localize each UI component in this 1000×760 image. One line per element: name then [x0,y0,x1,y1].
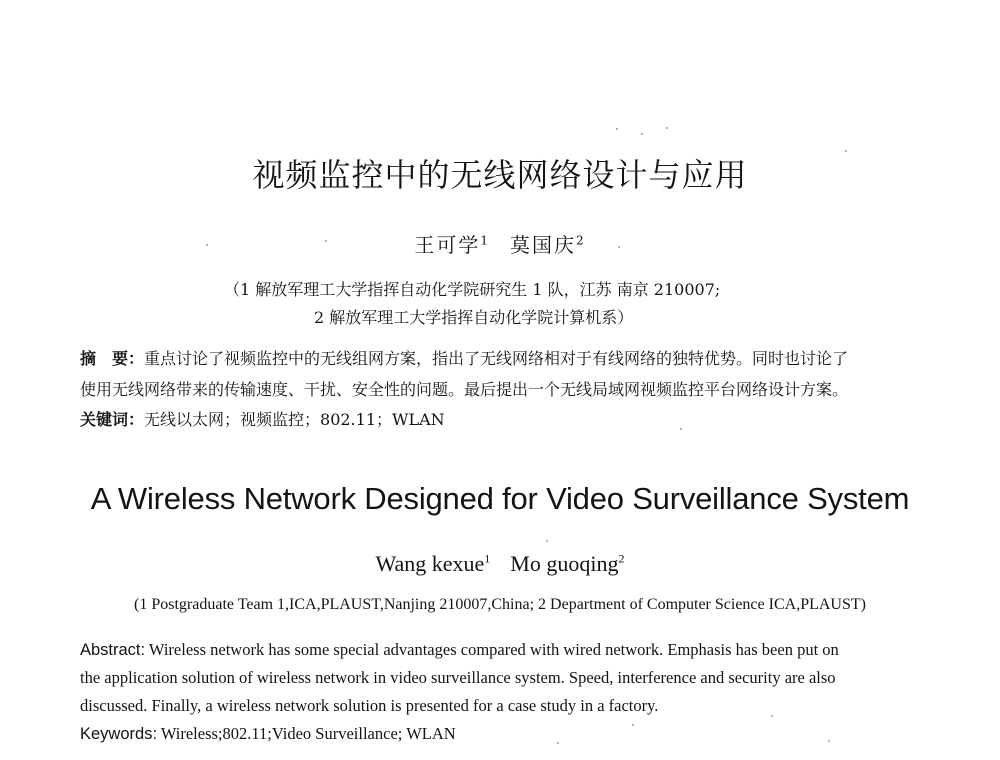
chinese-author-2: 莫国庆 [510,233,576,257]
scan-speck [641,133,643,135]
chinese-title: 视频监控中的无线网络设计与应用 [252,156,748,194]
chinese-abstract-line-1 [80,346,920,369]
english-author-1-marker: 1 [484,551,491,566]
chinese-keywords-label: 关键词： [80,410,145,429]
english-keywords [80,724,920,744]
chinese-authors [0,229,1000,258]
author-2-marker: 2 [576,233,586,248]
chinese-affiliation-line-2: 2 解放军理工大学指挥自动化学院计算机系） [314,308,634,327]
author-1-marker: 1 [480,233,490,248]
chinese-affiliation-line-1: （1 解放军理工大学指挥自动化学院研究生 1 队，江苏 南京 210007; [224,280,721,299]
chinese-abstract-text-1: 重点讨论了视频监控中的无线组网方案，指出了无线网络相对于有线网络的独特优势。同时也讨论了 [144,349,849,368]
english-abstract-line-2: the application solution of wireless network in video surveillance system. Speed, interference and security are also [80,668,836,687]
english-title: A Wireless Network Designed for Video Surveillance System [90,481,910,516]
scan-speck [616,128,618,130]
english-abstract-line-3: discussed. Finally, a wireless network solution is presented for a case study in a factory. [80,696,659,715]
english-author-2: Mo guoqing [510,551,619,576]
english-abstract-text-1: Wireless network has some special advantages compared with wired network. Emphasis has been put on [145,640,839,659]
english-author-1: Wang kexue [375,551,485,576]
scan-speck [546,540,548,542]
english-authors [0,551,1000,577]
chinese-keywords-text: 无线以太网；视频监控；802.11；WLAN [144,410,445,429]
english-keywords-label: Keywords: [80,725,158,743]
english-author-2-marker: 2 [618,551,625,566]
chinese-author-1: 王可学 [414,233,481,257]
scan-speck [666,127,668,129]
chinese-abstract-line-2: 使用无线网络带来的传输速度、干扰、安全性的问题。最后提出一个无线局域网视频监控平台网络设计方案。 [80,380,849,399]
english-abstract-line-1 [80,640,920,660]
english-affiliation: (1 Postgraduate Team 1,ICA,PLAUST,Nanjing 210007,China; 2 Department of Computer Science ICA,PLAUST) [134,596,866,613]
english-keywords-text: Wireless;802.11;Video Surveillance; WLAN [157,724,456,743]
english-abstract-label: Abstract: [80,641,146,659]
chinese-abstract-label: 摘 要： [80,349,145,368]
chinese-keywords [80,407,920,430]
